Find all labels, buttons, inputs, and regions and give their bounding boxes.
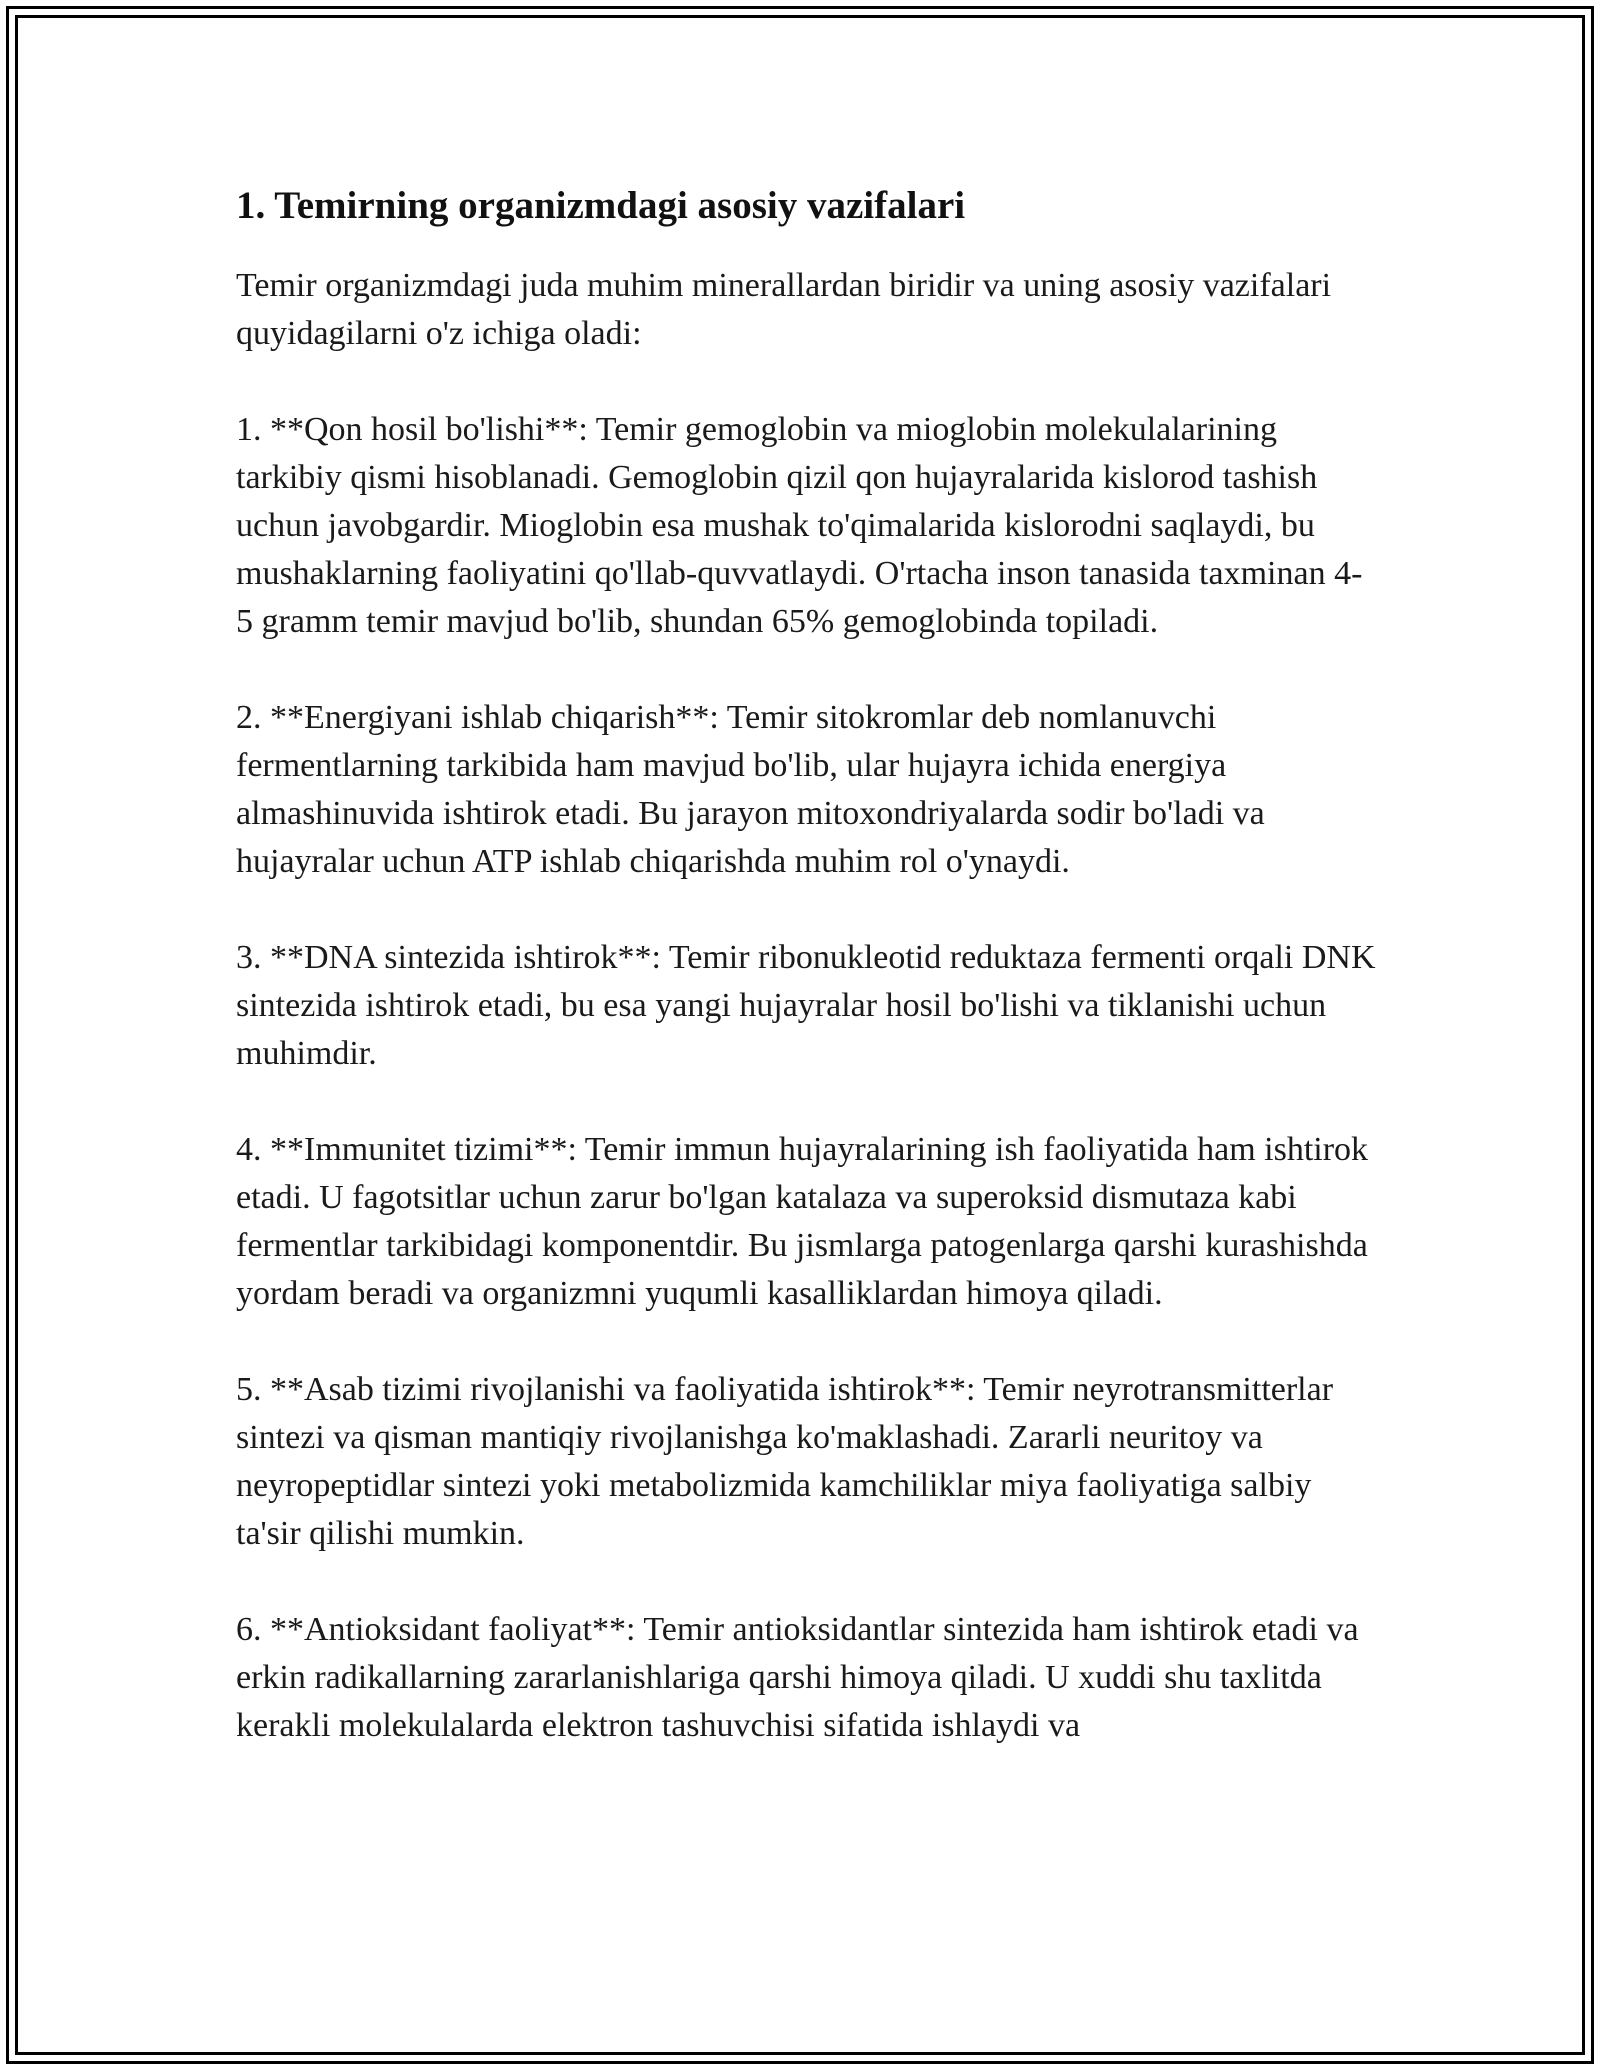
document-body [236,178,1376,1750]
section-heading: 1. Temirning organizmdagi asosiy vazifalari [236,184,966,227]
list-item-blood-formation: 1. **Qon hosil bo'lishi**: Temir gemoglobin va mioglobin molekulalarining tarkibiy qismi hisoblanadi. Gemoglobin qizil qon hujayralarida kislorod tashish uchun javobgardir. Mioglobin esa mushak to'qimalarida kislorodni saqlaydi, bu mushaklarning faoliyatini qo'llab-quvvatlaydi. O'rtacha inson tanasida taxminan 4-5 gramm temir mavjud bo'lib, shundan 65% gemoglobinda topiladi. [236,411,1363,640]
list-item-nervous-system: 5. **Asab tizimi rivojlanishi va faoliyatida ishtirok**: Temir neyrotransmitterlar sintezi va qisman mantiqiy rivojlanishga ko'maklashadi. Zararli neuritoy va neyropeptidlar sintezi yoki metabolizmida kamchiliklar miya faoliyatiga salbiy ta'sir qilishi mumkin. [236,1371,1334,1552]
list-item-antioxidant-activity: 6. **Antioksidant faoliyat**: Temir antioksidantlar sintezida ham ishtirok etadi va erkin radikallarning zararlanishlariga qarshi himoya qiladi. U xuddi shu taxlitda kerakli molekulalarda elektron tashuvchisi sifatida ishlaydi va [236,1611,1359,1744]
intro-paragraph: Temir organizmdagi juda muhim minerallardan biridir va uning asosiy vazifalari quyidagilarni o'z ichiga oladi: [236,267,1332,352]
list-item-immune-system: 4. **Immunitet tizimi**: Temir immun hujayralarining ish faoliyatida ham ishtirok etadi. U fagotsitlar uchun zarur bo'lgan katalaza va superoksid dismutaza kabi fermentlar tarkibidagi komponentdir. Bu jismlarga patogenlarga qarshi kurashishda yordam beradi va organizmni yuqumli kasalliklardan himoya qiladi. [236,1131,1369,1312]
list-item-energy-production: 2. **Energiyani ishlab chiqarish**: Temir sitokromlar deb nomlanuvchi fermentlarning tarkibida ham mavjud bo'lib, ular hujayra ichida energiya almashinuvida ishtirok etadi. Bu jarayon mitoxondriyalarda sodir bo'ladi va hujayralar uchun ATP ishlab chiqarishda muhim rol o'ynaydi. [236,699,1265,880]
list-item-dna-synthesis: 3. **DNA sintezida ishtirok**: Temir ribonukleotid reduktaza fermenti orqali DNK sintezida ishtirok etadi, bu esa yangi hujayralar hosil bo'lishi va tiklanishi uchun muhimdir. [236,939,1376,1072]
